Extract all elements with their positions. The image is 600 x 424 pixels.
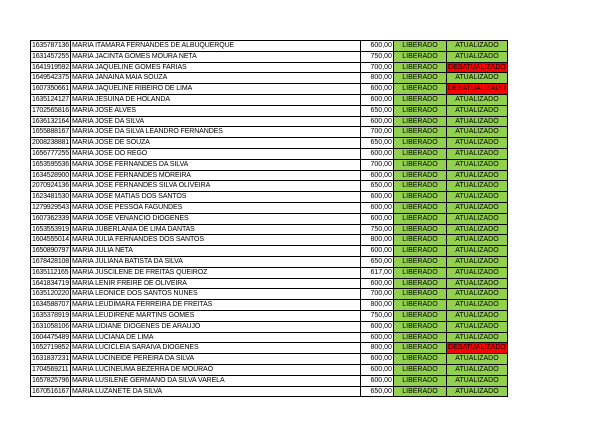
beneficiary-id-cell[interactable]: 1670516167 [31,386,71,397]
table-row [31,41,508,52]
table-row [31,256,508,267]
beneficiary-name-cell[interactable]: MARIA JOSE FERNANDES MOREIRA [70,170,360,181]
beneficiary-id-cell[interactable]: 1650890797 [31,246,71,257]
beneficiary-name-cell[interactable]: MARIA JOSE ALVES [70,105,360,116]
beneficiary-id-cell[interactable]: 1636132164 [31,116,71,127]
beneficiary-id-cell[interactable]: 2070924136 [31,181,71,192]
liberado-status-cell[interactable]: LIBERADO [393,386,446,397]
amount-cell[interactable]: 600,00 [360,213,393,224]
update-status-cell[interactable]: ATUALIZADO [446,289,507,300]
table-row [31,73,508,84]
table-row [31,343,508,354]
amount-cell[interactable]: 700,00 [360,289,393,300]
table-row [31,192,508,203]
amount-cell[interactable]: 650,00 [360,181,393,192]
beneficiary-id-cell[interactable]: 1634528900 [31,170,71,181]
beneficiary-id-cell[interactable]: 1635378919 [31,310,71,321]
beneficiary-name-cell[interactable]: MARIA LUSILENE GERMANO DA SILVA VARELA [70,375,360,386]
beneficiary-id-cell[interactable]: 1631457255 [31,51,71,62]
table-row [31,278,508,289]
liberado-status-cell[interactable]: LIBERADO [393,127,446,138]
liberado-status-cell[interactable]: LIBERADO [393,300,446,311]
amount-cell[interactable]: 800,00 [360,235,393,246]
update-status-cell[interactable]: ATUALIZADO [446,159,507,170]
beneficiary-name-cell[interactable]: MARIA LIDIANE DIOGENES DE ARAUJO [70,321,360,332]
amount-cell[interactable]: 600,00 [360,116,393,127]
table-row [31,94,508,105]
beneficiary-id-cell[interactable]: 1704569211 [31,364,71,375]
beneficiary-name-cell[interactable]: MARIA JULIA NETA [70,246,360,257]
liberado-status-cell[interactable]: LIBERADO [393,51,446,62]
liberado-status-cell[interactable]: LIBERADO [393,321,446,332]
update-status-cell[interactable]: ATUALIZADO [446,386,507,397]
update-status-cell[interactable]: ATUALIZADO [446,41,507,52]
update-status-cell[interactable]: ATUALIZADO [446,364,507,375]
update-status-cell[interactable]: ATUALIZADO [446,105,507,116]
amount-cell[interactable]: 600,00 [360,364,393,375]
liberado-status-cell[interactable]: LIBERADO [393,235,446,246]
liberado-status-cell[interactable]: LIBERADO [393,62,446,73]
table-row [31,267,508,278]
amount-cell[interactable]: 700,00 [360,127,393,138]
beneficiary-name-cell[interactable]: MARIA JOSE DA SILVA LEANDRO FERNANDES [70,127,360,138]
amount-cell[interactable]: 600,00 [360,321,393,332]
update-status-cell[interactable]: ATUALIZADO [446,235,507,246]
beneficiary-id-cell[interactable]: 1607362339 [31,213,71,224]
beneficiary-name-cell[interactable]: MARIA LEUDIMARA FERREIRA DE FREITAS [70,300,360,311]
table-row [31,375,508,386]
amount-cell[interactable]: 617,00 [360,267,393,278]
update-status-cell[interactable]: ATUALIZADO [446,148,507,159]
beneficiary-id-cell[interactable]: 1649542375 [31,73,71,84]
beneficiary-name-cell[interactable]: MARIA LUZANETE DA SILVA [70,386,360,397]
update-status-cell[interactable]: ATUALIZADO [446,138,507,149]
beneficiary-name-cell[interactable]: MARIA JACINTA GOMES MOURA NETA [70,51,360,62]
amount-cell[interactable]: 600,00 [360,354,393,365]
update-status-cell[interactable]: ATUALIZADO [446,267,507,278]
update-status-cell[interactable]: ATUALIZADO [446,127,507,138]
liberado-status-cell[interactable]: LIBERADO [393,116,446,127]
update-status-cell[interactable]: ATUALIZADO [446,332,507,343]
amount-cell[interactable]: 600,00 [360,202,393,213]
liberado-status-cell[interactable]: LIBERADO [393,332,446,343]
update-status-cell[interactable]: ATUALIZADO [446,181,507,192]
beneficiary-name-cell[interactable]: MARIA JULIANA BATISTA DA SILVA [70,256,360,267]
liberado-status-cell[interactable]: LIBERADO [393,41,446,52]
table-row [31,354,508,365]
beneficiary-id-cell[interactable]: 1678428108 [31,256,71,267]
beneficiary-name-cell[interactable]: MARIA LEONICE DOS SANTOS NUNES [70,289,360,300]
liberado-status-cell[interactable]: LIBERADO [393,73,446,84]
table-row [31,289,508,300]
beneficiary-id-cell[interactable]: 1653595536 [31,159,71,170]
beneficiary-name-cell[interactable]: MARIA JOSE DA SILVA [70,116,360,127]
table-row [31,321,508,332]
beneficiary-id-cell[interactable]: 1641919592 [31,62,71,73]
beneficiary-name-cell[interactable]: MARIA LUCINEUMA BEZERRA DE MOURAO [70,364,360,375]
liberado-status-cell[interactable]: LIBERADO [393,192,446,203]
table-row [31,116,508,127]
beneficiary-id-cell[interactable]: 1652719852 [31,343,71,354]
update-status-cell[interactable]: ATUALIZADO [446,94,507,105]
update-status-cell[interactable]: ATUALIZADO [446,321,507,332]
table-row [31,364,508,375]
liberado-status-cell[interactable]: LIBERADO [393,105,446,116]
beneficiary-id-cell[interactable]: 1635787136 [31,41,71,52]
beneficiary-name-cell[interactable]: MARIA JANAINA MAIA SOUZA [70,73,360,84]
beneficiary-id-cell[interactable]: 1604555014 [31,235,71,246]
amount-cell[interactable]: 750,00 [360,224,393,235]
liberado-status-cell[interactable]: LIBERADO [393,364,446,375]
beneficiary-id-cell[interactable]: 1607350661 [31,84,71,95]
beneficiary-name-cell[interactable]: MARIA LUCIANA DE LIMA [70,332,360,343]
beneficiary-name-cell[interactable]: MARIA JESUINA DE HOLANDA [70,94,360,105]
table-row [31,170,508,181]
beneficiary-name-cell[interactable]: MARIA JOSE DO REGO [70,148,360,159]
beneficiary-name-cell[interactable]: MARIA LUCINEIDE PEREIRA DA SILVA [70,354,360,365]
amount-cell[interactable]: 600,00 [360,192,393,203]
update-status-cell[interactable]: ATUALIZADO [446,116,507,127]
spreadsheet-body [31,41,508,397]
update-status-cell[interactable]: ATUALIZADO [446,256,507,267]
amount-cell[interactable]: 800,00 [360,300,393,311]
beneficiary-id-cell[interactable]: 1623481530 [31,192,71,203]
table-row [31,213,508,224]
beneficiary-id-cell[interactable]: 1635124127 [31,94,71,105]
table-row [31,386,508,397]
liberado-status-cell[interactable]: LIBERADO [393,289,446,300]
beneficiary-name-cell[interactable]: MARIA JOSE VENANCIO DIOGENES [70,213,360,224]
table-row [31,148,508,159]
amount-cell[interactable]: 650,00 [360,256,393,267]
update-status-cell[interactable]: ATUALIZADO [446,202,507,213]
beneficiary-id-cell[interactable]: 1641834719 [31,278,71,289]
liberado-status-cell[interactable]: LIBERADO [393,138,446,149]
liberado-status-cell[interactable]: LIBERADO [393,375,446,386]
amount-cell[interactable]: 800,00 [360,73,393,84]
liberado-status-cell[interactable]: LIBERADO [393,354,446,365]
amount-cell[interactable]: 600,00 [360,41,393,52]
amount-cell[interactable]: 600,00 [360,84,393,95]
amount-cell[interactable]: 600,00 [360,94,393,105]
table-row [31,105,508,116]
amount-cell[interactable]: 600,00 [360,148,393,159]
beneficiary-name-cell[interactable]: MARIA JAQUELINE RIBEIRO DE LIMA [70,84,360,95]
beneficiary-id-cell[interactable]: 1635120220 [31,289,71,300]
beneficiary-id-cell[interactable]: 1635112165 [31,267,71,278]
amount-cell[interactable]: 600,00 [360,170,393,181]
update-status-cell[interactable]: ATUALIZADO [446,300,507,311]
table-row [31,332,508,343]
table-row [31,202,508,213]
update-status-cell[interactable]: DESATUALIZADO [446,84,507,95]
beneficiary-id-cell[interactable]: 1655888167 [31,127,71,138]
beneficiary-name-cell[interactable]: MARIA JULIA FERNANDES DOS SANTOS [70,235,360,246]
liberado-status-cell[interactable]: LIBERADO [393,278,446,289]
update-status-cell[interactable]: DESATUALIZADO [446,343,507,354]
amount-cell[interactable]: 600,00 [360,246,393,257]
liberado-status-cell[interactable]: LIBERADO [393,310,446,321]
liberado-status-cell[interactable]: LIBERADO [393,202,446,213]
liberado-status-cell[interactable]: LIBERADO [393,84,446,95]
beneficiary-id-cell[interactable]: 2008238881 [31,138,71,149]
beneficiary-name-cell[interactable]: MARIA LENIR FREIRE DE OLIVEIRA [70,278,360,289]
beneficiary-name-cell[interactable]: MARIA JUBERLANIA DE LIMA DANTAS [70,224,360,235]
update-status-cell[interactable]: ATUALIZADO [446,224,507,235]
beneficiary-name-cell[interactable]: MARIA LUCICLEIA SARAIVA DIOGENES [70,343,360,354]
table-row [31,159,508,170]
table-row [31,246,508,257]
update-status-cell[interactable]: ATUALIZADO [446,192,507,203]
liberado-status-cell[interactable]: LIBERADO [393,256,446,267]
table-row [31,181,508,192]
update-status-cell[interactable]: ATUALIZADO [446,278,507,289]
beneficiary-name-cell[interactable]: MARIA JOSE PESSOA FAGUNDES [70,202,360,213]
beneficiary-id-cell[interactable]: 1631058106 [31,321,71,332]
update-status-cell[interactable]: ATUALIZADO [446,375,507,386]
amount-cell[interactable]: 600,00 [360,375,393,386]
table-row [31,300,508,311]
liberado-status-cell[interactable]: LIBERADO [393,159,446,170]
beneficiary-name-cell[interactable]: MARIA JOSE FERNANDES SILVA OLIVEIRA [70,181,360,192]
table-row [31,310,508,321]
amount-cell[interactable]: 600,00 [360,278,393,289]
amount-cell[interactable]: 700,00 [360,62,393,73]
update-status-cell[interactable]: ATUALIZADO [446,354,507,365]
amount-cell[interactable]: 600,00 [360,332,393,343]
beneficiary-id-cell[interactable]: 1656777255 [31,148,71,159]
update-status-cell[interactable]: ATUALIZADO [446,246,507,257]
table-row [31,62,508,73]
table-row [31,84,508,95]
spreadsheet-table [30,40,508,397]
beneficiary-id-cell[interactable]: 1279929543 [31,202,71,213]
liberado-status-cell[interactable]: LIBERADO [393,343,446,354]
beneficiary-name-cell[interactable]: MARIA ITAMARA FERNANDES DE ALBUQUERQUE [70,41,360,52]
beneficiary-name-cell[interactable]: MARIA LEUDIRENE MARTINS GOMES [70,310,360,321]
update-status-cell[interactable]: ATUALIZADO [446,170,507,181]
update-status-cell[interactable]: ATUALIZADO [446,73,507,84]
beneficiary-id-cell[interactable]: 1702565816 [31,105,71,116]
liberado-status-cell[interactable]: LIBERADO [393,224,446,235]
amount-cell[interactable]: 650,00 [360,138,393,149]
beneficiary-name-cell[interactable]: MARIA JOSE DE SOUZA [70,138,360,149]
beneficiary-name-cell[interactable]: MARIA JOSE MATIAS DOS SANTOS [70,192,360,203]
amount-cell[interactable]: 750,00 [360,51,393,62]
table-row [31,138,508,149]
amount-cell[interactable]: 700,00 [360,159,393,170]
beneficiary-id-cell[interactable]: 1653553919 [31,224,71,235]
update-status-cell[interactable]: ATUALIZADO [446,310,507,321]
amount-cell[interactable]: 650,00 [360,105,393,116]
beneficiary-id-cell[interactable]: 1657825796 [31,375,71,386]
update-status-cell[interactable]: ATUALIZADO [446,51,507,62]
liberado-status-cell[interactable]: LIBERADO [393,94,446,105]
beneficiary-id-cell[interactable]: 1631837231 [31,354,71,365]
update-status-cell[interactable]: ATUALIZADO [446,213,507,224]
table-row [31,224,508,235]
amount-cell[interactable]: 750,00 [360,310,393,321]
table-row [31,235,508,246]
beneficiary-name-cell[interactable]: MARIA JAQUELINE GOMES FARIAS [70,62,360,73]
liberado-status-cell[interactable]: LIBERADO [393,213,446,224]
beneficiary-name-cell[interactable]: MARIA JOSE FERNANDES DA SILVA [70,159,360,170]
liberado-status-cell[interactable]: LIBERADO [393,181,446,192]
liberado-status-cell[interactable]: LIBERADO [393,267,446,278]
table-row [31,51,508,62]
liberado-status-cell[interactable]: LIBERADO [393,246,446,257]
table-row [31,127,508,138]
amount-cell[interactable]: 800,00 [360,343,393,354]
amount-cell[interactable]: 650,00 [360,386,393,397]
update-status-cell[interactable]: DESATUALIZADO [446,62,507,73]
beneficiary-id-cell[interactable]: 1604475489 [31,332,71,343]
liberado-status-cell[interactable]: LIBERADO [393,170,446,181]
liberado-status-cell[interactable]: LIBERADO [393,148,446,159]
beneficiary-id-cell[interactable]: 1634588707 [31,300,71,311]
beneficiary-name-cell[interactable]: MARIA JUSCILENE DE FREITAS QUEIROZ [70,267,360,278]
